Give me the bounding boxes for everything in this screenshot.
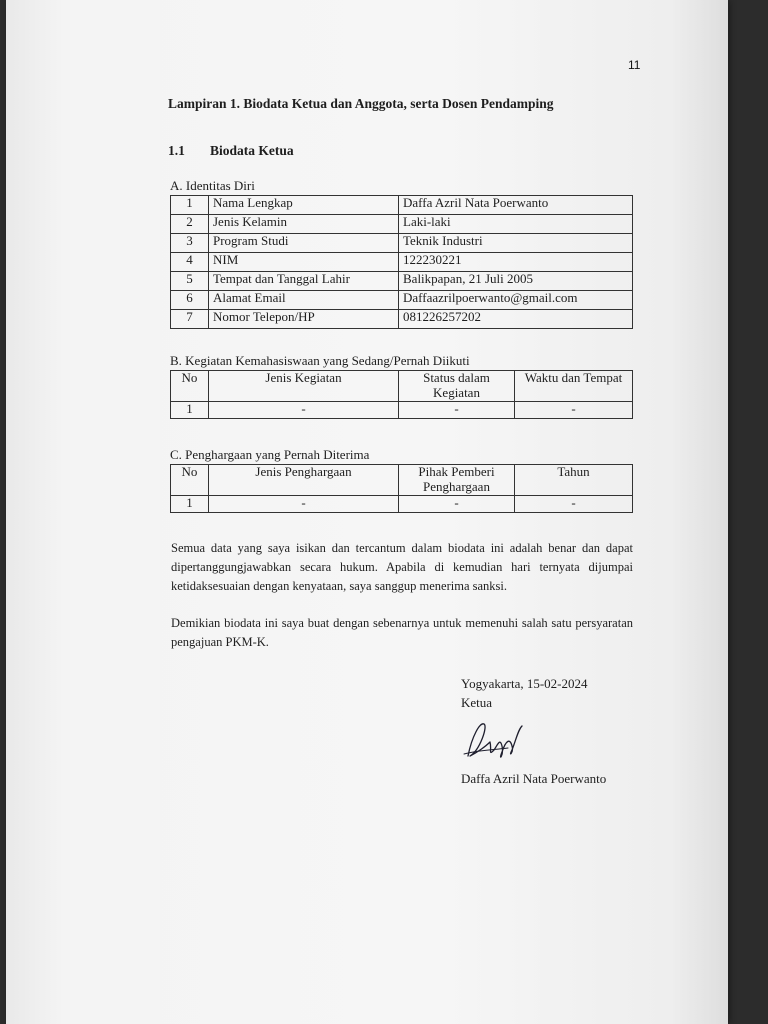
column-header: No: [171, 465, 209, 496]
identity-heading: A. Identitas Diri: [170, 178, 255, 193]
column-header: Pihak Pemberi Penghargaan: [399, 465, 515, 496]
row-value: Daffaazrilpoerwanto@gmail.com: [399, 291, 633, 310]
section-number: 1.1: [168, 143, 185, 158]
row-value: 081226257202: [399, 310, 633, 329]
row-value: Balikpapan, 21 Juli 2005: [399, 272, 633, 291]
row-label: Nomor Telepon/HP: [209, 310, 399, 329]
row-value: 122230221: [399, 253, 633, 272]
column-header: No: [171, 371, 209, 402]
column-header: Status dalam Kegiatan: [399, 371, 515, 402]
table-row: [171, 291, 633, 310]
document-page: [6, 0, 728, 1024]
row-value: Daffa Azril Nata Poerwanto: [399, 196, 633, 215]
table-row: [171, 234, 633, 253]
row-number: 2: [171, 215, 209, 234]
table-row: [171, 310, 633, 329]
section-title: Biodata Ketua: [210, 143, 294, 158]
row-value: Laki-laki: [399, 215, 633, 234]
table-cell: -: [209, 401, 399, 418]
table-cell: 1: [171, 495, 209, 512]
page-number: 11: [628, 58, 641, 72]
table-row: [171, 253, 633, 272]
table-row: [171, 215, 633, 234]
column-header: Waktu dan Tempat: [515, 371, 633, 402]
table-header-row: [171, 465, 633, 496]
table-row: [171, 196, 633, 215]
activities-heading: B. Kegiatan Kemahasiswaan yang Sedang/Pernah Diikuti: [170, 353, 470, 368]
signer-name: Daffa Azril Nata Poerwanto: [461, 771, 607, 786]
awards-table: [170, 464, 633, 513]
row-label: Tempat dan Tanggal Lahir: [209, 272, 399, 291]
row-number: 1: [171, 196, 209, 215]
table-row: [171, 272, 633, 291]
table-row: [171, 495, 633, 512]
table-cell: -: [515, 401, 633, 418]
table-cell: -: [515, 495, 633, 512]
statement-paragraph: Semua data yang saya isikan dan tercantum dalam biodata ini adalah benar dan dapat dipertanggungjawabkan secara hukum. Apabila di kemudian hari ternyata dijumpai ketidaksesuaian dengan kenyataan, saya sanggup menerima sanksi.: [171, 541, 633, 593]
table-cell: -: [209, 495, 399, 512]
activities-table: [170, 370, 633, 419]
row-label: NIM: [209, 253, 399, 272]
row-label: Jenis Kelamin: [209, 215, 399, 234]
row-number: 3: [171, 234, 209, 253]
row-number: 4: [171, 253, 209, 272]
table-cell: 1: [171, 401, 209, 418]
row-label: Program Studi: [209, 234, 399, 253]
handwritten-signature: [458, 716, 528, 764]
row-label: Alamat Email: [209, 291, 399, 310]
row-label: Nama Lengkap: [209, 196, 399, 215]
awards-heading: C. Penghargaan yang Pernah Diterima: [170, 447, 370, 462]
appendix-title: Lampiran 1. Biodata Ketua dan Anggota, serta Dosen Pendamping: [168, 96, 554, 111]
closing-paragraph: Demikian biodata ini saya buat dengan sebenarnya untuk memenuhi salah satu persyaratan pengajuan PKM-K.: [171, 616, 633, 649]
row-number: 6: [171, 291, 209, 310]
table-row: [171, 401, 633, 418]
row-value: Teknik Industri: [399, 234, 633, 253]
table-header-row: [171, 371, 633, 402]
table-cell: -: [399, 401, 515, 418]
place-date: Yogyakarta, 15-02-2024: [461, 676, 588, 691]
column-header: Tahun: [515, 465, 633, 496]
signer-role: Ketua: [461, 695, 493, 710]
row-number: 5: [171, 272, 209, 291]
table-cell: -: [399, 495, 515, 512]
row-number: 7: [171, 310, 209, 329]
column-header: Jenis Kegiatan: [209, 371, 399, 402]
column-header: Jenis Penghargaan: [209, 465, 399, 496]
identity-table: [170, 195, 633, 329]
